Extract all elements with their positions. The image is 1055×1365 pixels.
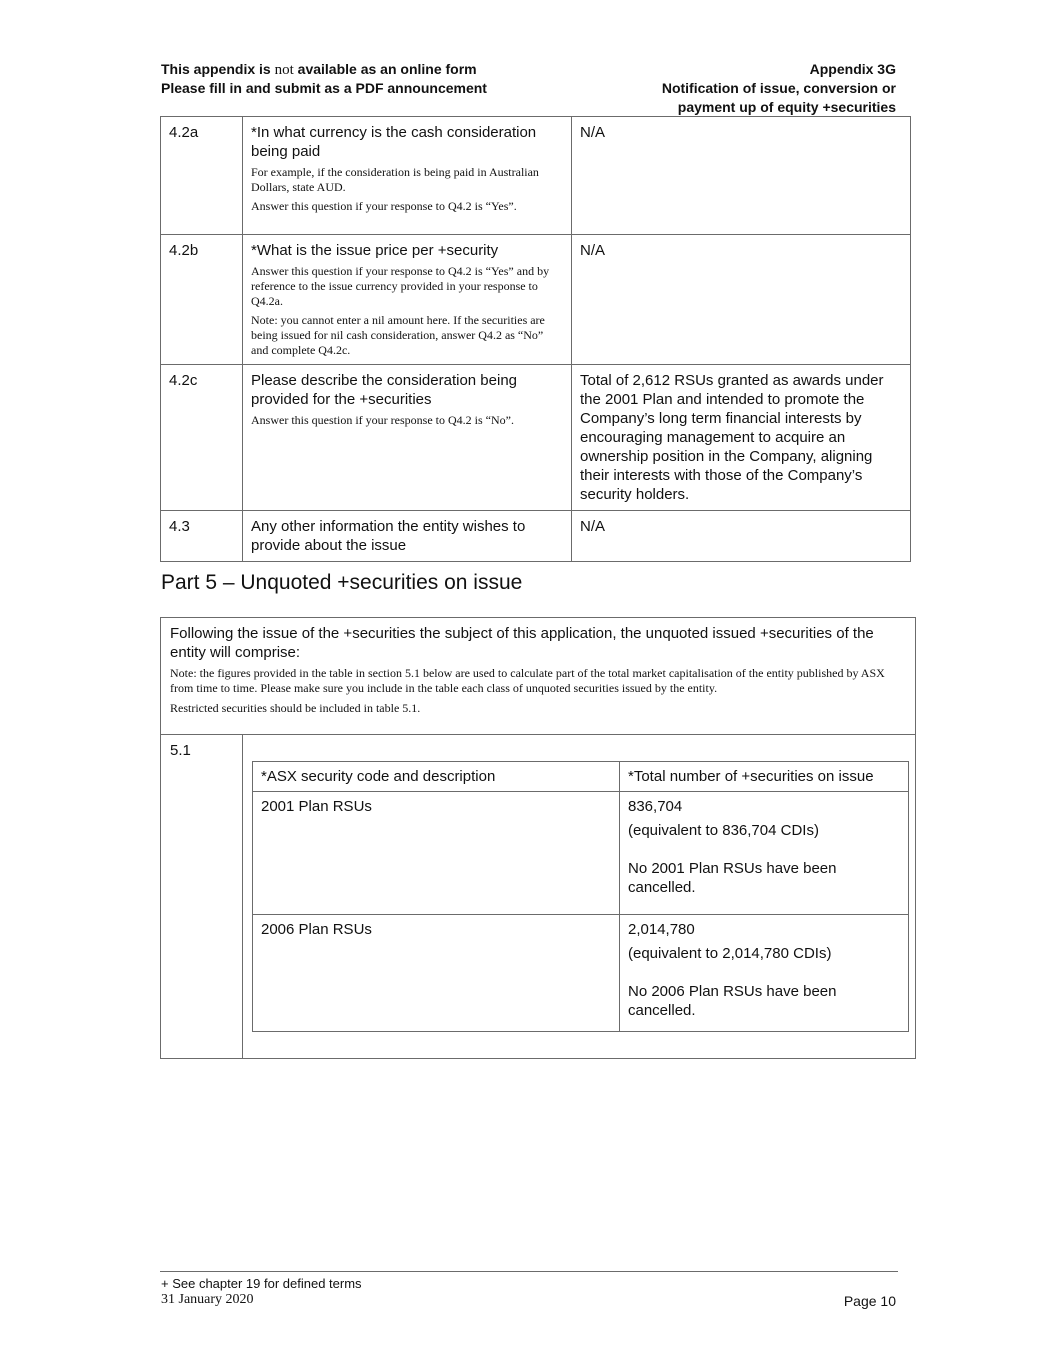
part-5-box: [160, 617, 916, 1059]
questions-table: [160, 116, 911, 562]
cdi-equivalent: (equivalent to 836,704 CDIs): [628, 822, 819, 839]
answer-cell: N/A: [572, 235, 911, 365]
header-right: [560, 60, 896, 117]
security-description: 2006 Plan RSUs: [253, 915, 620, 1032]
question-number: 4.2a: [161, 117, 243, 235]
part-5-note: Note: the figures provided in the table in section 5.1 below are used to calculate part of the total market capitalisation of the entity published by ASX from time to time. Please make sure you include in the table each class of unquoted securities issued by the entity.: [170, 666, 885, 695]
footer-date: 31 January 2020: [161, 1292, 254, 1307]
question-note: For example, if the consideration is being paid in Australian Dollars, state AUD.: [251, 165, 539, 194]
part-5-intro-section: [161, 618, 915, 735]
question-cell: [243, 117, 572, 235]
security-total-cell: [620, 792, 909, 915]
section-number: 5.1: [170, 742, 191, 759]
table-header-row: [253, 762, 909, 792]
answer-cell: Total of 2,612 RSUs granted as awards under the 2001 Plan and intended to promote the Company’s long term financial interests by encouraging management to acquire an ownership position in the Company, aligning their interests with those of the Company’s security holders.: [572, 365, 911, 511]
answer-cell: N/A: [572, 117, 911, 235]
question-note: Answer this question if your response to Q4.2 is “Yes” and by reference to the issue currency provided in your response to Q4.2a.: [251, 264, 550, 308]
security-total: 836,704: [628, 798, 683, 815]
appendix-subtitle-1: Notification of issue, conversion or: [661, 80, 896, 96]
header-left: [161, 60, 601, 97]
question-number: 4.2c: [161, 365, 243, 511]
question-text: *In what currency is the cash consideration being paid: [251, 124, 537, 160]
cdi-equivalent: (equivalent to 2,014,780 CDIs): [628, 945, 832, 962]
security-total: 2,014,780: [628, 921, 695, 938]
question-text: *What is the issue price per +security: [251, 242, 499, 259]
appendix-title: Appendix 3G: [809, 61, 896, 77]
question-note: Answer this question if your response to Q4.2 is “No”.: [251, 413, 514, 427]
header-left-line1: This appendix is not available as an online form: [161, 61, 477, 78]
security-total-cell: [620, 915, 909, 1032]
question-text: Please describe the consideration being provided for the +securities: [251, 372, 518, 408]
footer-divider: [160, 1271, 898, 1272]
security-description: 2001 Plan RSUs: [253, 792, 620, 915]
question-text: Any other information the entity wishes to provide about the issue: [243, 511, 572, 562]
header-left-line2: Please fill in and submit as a PDF announcement: [161, 80, 487, 96]
unquoted-securities-table: [252, 761, 909, 1032]
page-number: Page 10: [843, 1293, 896, 1309]
question-note: Answer this question if your response to Q4.2 is “Yes”.: [251, 199, 517, 213]
column-header: *ASX security code and description: [253, 762, 620, 792]
part-5-restricted-note: Restricted securities should be included in table 5.1.: [170, 701, 421, 715]
footer-defined-terms: + See chapter 19 for defined terms: [161, 1276, 362, 1291]
answer-cell: N/A: [572, 511, 911, 562]
question-number: 4.2b: [161, 235, 243, 365]
column-header: *Total number of +securities on issue: [620, 762, 909, 792]
table-row: [253, 915, 909, 1032]
table-row: [161, 365, 911, 511]
question-cell: [243, 235, 572, 365]
part-5-title: Part 5 – Unquoted +securities on issue: [161, 571, 523, 594]
question-cell: [243, 365, 572, 511]
cancelled-note: No 2001 Plan RSUs have been cancelled.: [628, 860, 837, 896]
section-divider: [242, 735, 243, 1059]
table-row: [161, 511, 911, 562]
part-5-intro: Following the issue of the +securities the subject of this application, the unquoted issued +securities of the entity will comprise:: [170, 625, 874, 661]
cancelled-note: No 2006 Plan RSUs have been cancelled.: [628, 983, 837, 1019]
appendix-subtitle-2: payment up of equity +securities: [677, 99, 896, 115]
table-row: [161, 117, 911, 235]
question-number: 4.3: [161, 511, 243, 562]
question-note: Note: you cannot enter a nil amount here. If the securities are being issued for nil cash consideration, answer Q4.2 as “No” and complete Q4.2c.: [251, 313, 545, 357]
table-row: [253, 792, 909, 915]
header-not-word: not: [274, 62, 294, 78]
table-row: [161, 235, 911, 365]
